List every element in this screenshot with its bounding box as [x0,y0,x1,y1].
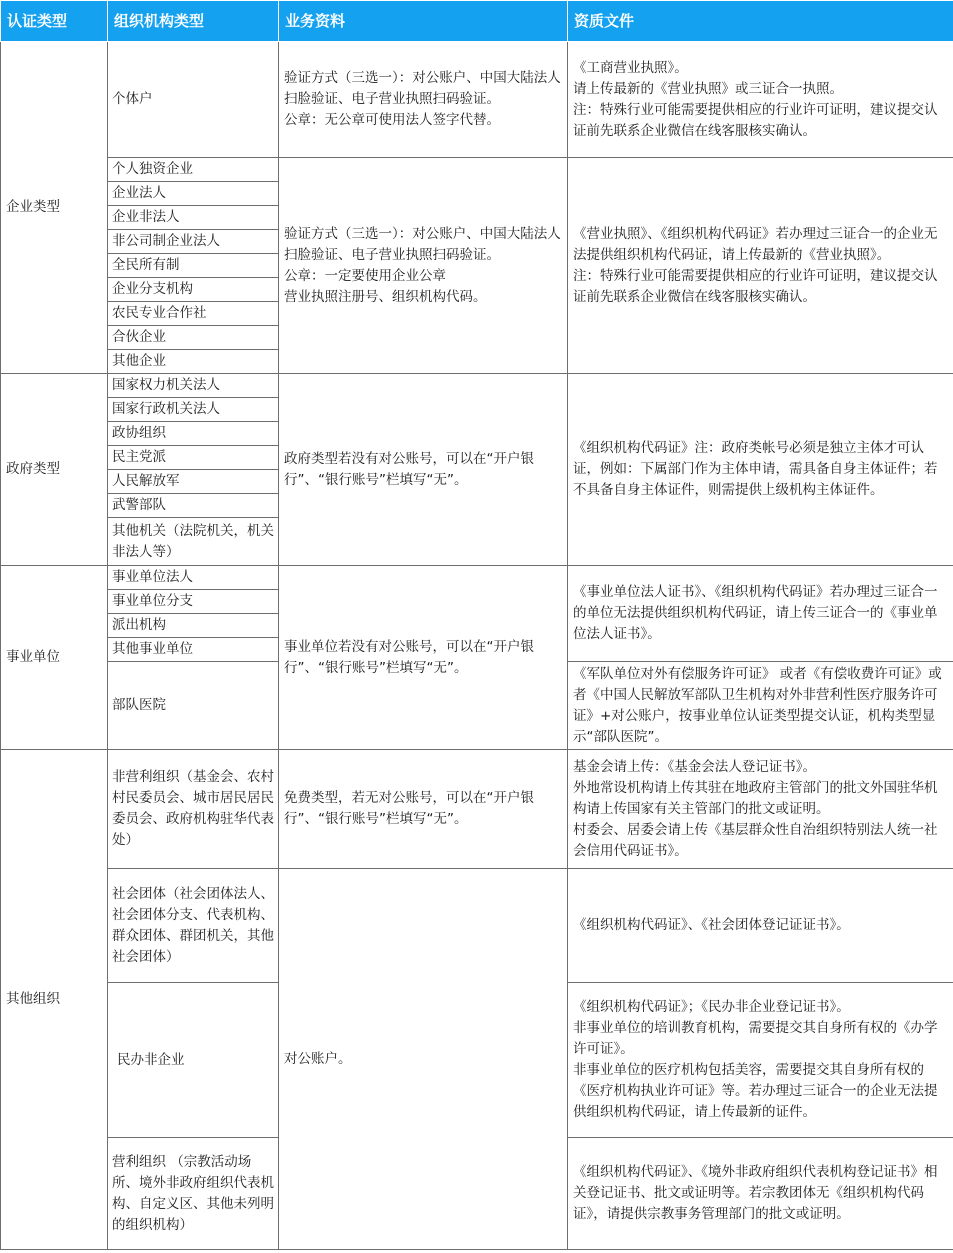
org-type-cell: 企业非法人 [108,206,279,230]
table-row [1,869,953,983]
org-type-cell: 企业分支机构 [108,278,279,302]
business-docs-cell: 验证方式（三选一）：对公账户、中国大陆法人扫脸验证、电子营业执照扫码验证。 公章：无公章可使用法人签字代替。 [279,42,568,158]
qualification-docs-cell: 基金会请上传：《基金会法人登记证书》。 外地常设机构请上传其驻在地政府主管部门的批文外国驻华机构请上传国家有关主管部门的批文或证明。 村委会、居委会请上传《基层群众性自治组织特别法人统一社会信用代码证书》。 [568,750,953,869]
org-type-cell: 其他机关（法院机关，机关非法人等） [108,518,279,566]
table-row [1,42,953,158]
org-type-cell: 事业单位法人 [108,566,279,590]
table-row [1,158,953,182]
org-type-cell: 营利组织 （宗教活动场所、境外非政府组织代表机构、自定义区、其他未列明的组织机构） [108,1138,279,1250]
org-type-cell: 个人独资企业 [108,158,279,182]
org-type-cell: 企业法人 [108,182,279,206]
header-org-type: 组织机构类型 [108,1,279,42]
table-header-row [1,1,953,42]
org-type-cell: 合伙企业 [108,326,279,350]
cert-type-government: 政府类型 [1,374,108,566]
business-docs-cell: 对公账户。 [279,869,568,1250]
cert-type-other: 其他组织 [1,750,108,1250]
business-docs-cell: 验证方式（三选一）：对公账户、中国大陆法人扫脸验证、电子营业执照扫码验证。 公章：一定要使用企业公章 营业执照注册号、组织机构代码。 [279,158,568,374]
table-row [1,566,953,590]
cert-type-institution: 事业单位 [1,566,108,750]
org-type-cell: 政协组织 [108,422,279,446]
org-type-cell: 国家行政机关法人 [108,398,279,422]
header-cert-type: 认证类型 [1,1,108,42]
org-type-cell: 农民专业合作社 [108,302,279,326]
org-type-cell: 民办非企业 [108,983,279,1138]
org-type-cell: 国家权力机关法人 [108,374,279,398]
qualification-docs-cell: 《组织机构代码证》；《民办非企业登记证书》。 非事业单位的培训教育机构，需要提交其自身所有权的《办学许可证》。 非事业单位的医疗机构包括美容，需要提交其自身所有权的《医疗机构执业许可证》等。若办理过三证合一的企业无法提供组织机构代码证，请上传最新的证件。 [568,983,953,1138]
business-docs-cell: 政府类型若没有对公账号，可以在“开户银行”、“银行账号”栏填写“无”。 [279,374,568,566]
org-type-cell: 民主党派 [108,446,279,470]
table-row [1,750,953,869]
org-type-cell: 其他企业 [108,350,279,374]
header-business-docs: 业务资料 [279,1,568,42]
org-type-cell: 事业单位分支 [108,590,279,614]
business-docs-cell: 事业单位若没有对公账号，可以在“开户银行”、“银行账号”栏填写“无”。 [279,566,568,750]
qualification-docs-cell: 《组织机构代码证》注：政府类帐号必须是独立主体才可认证，例如：下属部门作为主体申请，需具备自身主体证件；若不具备自身主体证件，则需提供上级机构主体证件。 [568,374,953,566]
org-type-cell: 全民所有制 [108,254,279,278]
org-type-cell: 非营利组织（基金会、农村村民委员会、城市居民居民委员会、政府机构驻华代表处） [108,750,279,869]
org-type-cell: 非公司制企业法人 [108,230,279,254]
qualification-docs-cell: 《组织机构代码证》、《境外非政府组织代表机构登记证书》相关登记证书、批文或证明等。若宗教团体无《组织机构代码证》，请提供宗教事务管理部门的批文或证明。 [568,1138,953,1250]
org-type-cell: 个体户 [108,42,279,158]
qualification-docs-cell: 《事业单位法人证书》、《组织机构代码证》若办理过三证合一的单位无法提供组织机构代码证，请上传三证合一的《事业单位法人证书》。 [568,566,953,662]
org-type-cell: 社会团体（社会团体法人、社会团体分支、代表机构、群众团体、群团机关，其他社会团体） [108,869,279,983]
business-docs-cell: 免费类型，若无对公账号，可以在“开户银行”、“银行账号”栏填写“无”。 [279,750,568,869]
org-type-cell: 部队医院 [108,662,279,750]
header-qualification-docs: 资质文件 [568,1,953,42]
org-type-cell: 武警部队 [108,494,279,518]
org-type-cell: 人民解放军 [108,470,279,494]
cert-type-enterprise: 企业类型 [1,42,108,374]
qualification-docs-cell: 《军队单位对外有偿服务许可证》 或者《有偿收费许可证》或者《中国人民解放军部队卫生机构对外非营利性医疗服务许可证》+对公账户，按事业单位认证类型提交认证，机构类型显示“部队医院”。 [568,662,953,750]
org-type-cell: 其他事业单位 [108,638,279,662]
table-row [1,374,953,398]
org-type-cell: 派出机构 [108,614,279,638]
qualification-docs-cell: 《组织机构代码证》、《社会团体登记证证书》。 [568,869,953,983]
qualification-docs-cell: 《工商营业执照》。 请上传最新的《营业执照》或三证合一执照。 注：特殊行业可能需要提供相应的行业许可证明，建议提交认证前先联系企业微信在线客服核实确认。 [568,42,953,158]
qualification-docs-cell: 《营业执照》、《组织机构代码证》若办理过三证合一的企业无法提供组织机构代码证，请上传最新的《营业执照》。 注：特殊行业可能需要提供相应的行业许可证明，建议提交认证前先联系企业微信在线客服核实确认。 [568,158,953,374]
